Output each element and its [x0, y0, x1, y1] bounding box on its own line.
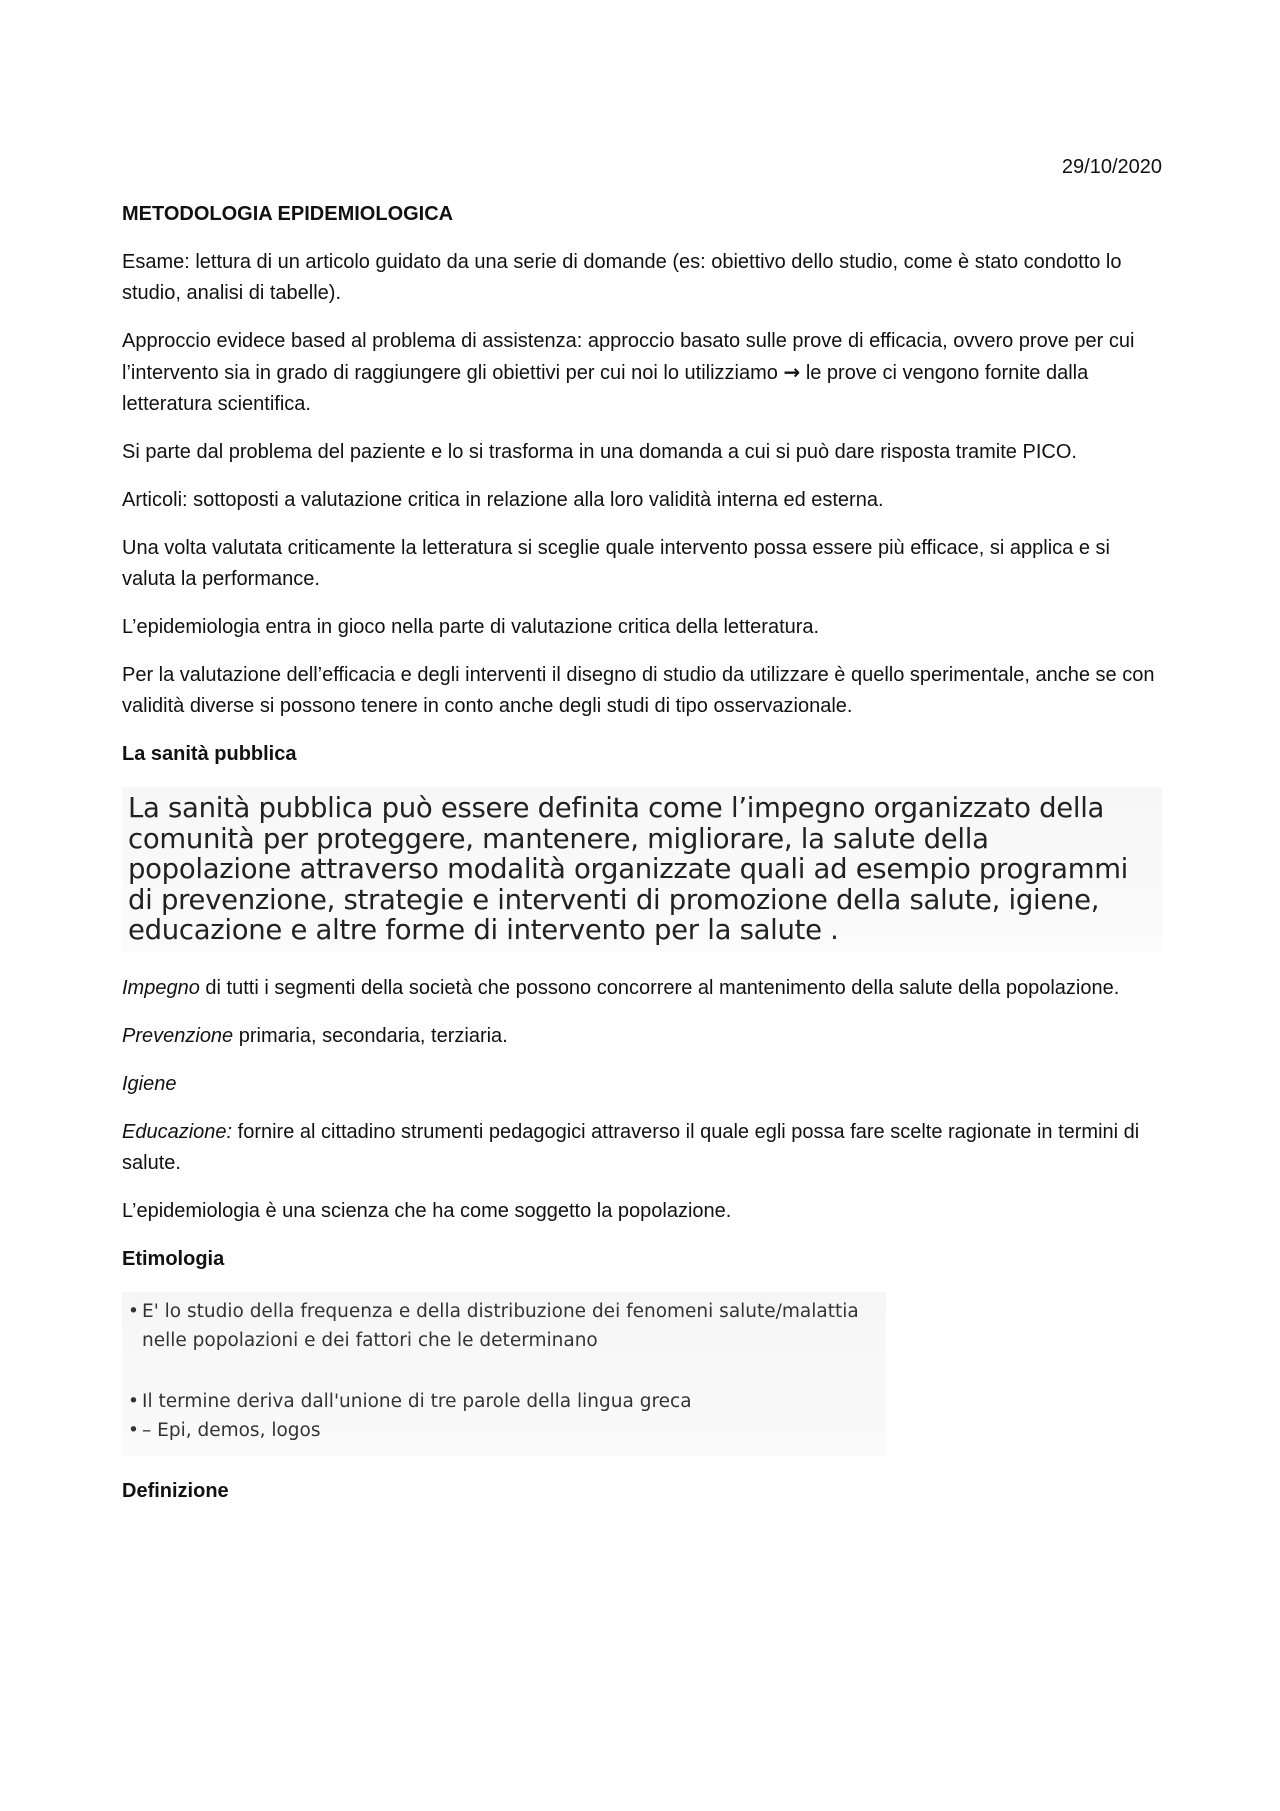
paragraph-impegno — [122, 973, 1162, 1004]
heading-definizione: Definizione — [122, 1480, 229, 1502]
educazione-description: fornire al cittadino strumenti pedagogici attraverso il quale egli possa fare scelte ragionate in termini di salute. — [122, 1121, 1140, 1174]
paragraph-evidence-based — [122, 326, 1162, 420]
sanita-pubblica-definition-text: La sanità pubblica può essere definita come l’impegno organizzato della comunità per proteggere, mantenere, migliorare, la salute della popolazione attraverso modalità organizzate quali ad esempio programmi di prevenzione, strategie e interventi di promozione della salute, igiene, educazione e altre forme di intervento per la salute . — [128, 792, 1129, 946]
bullet-icon: • — [128, 1420, 139, 1441]
prevenzione-description: primaria, secondaria, terziaria. — [233, 1025, 508, 1047]
paragraph-articoli: Articoli: sottoposti a valutazione critica in relazione alla loro validità interna ed esterna. — [122, 489, 884, 511]
paragraph-exam: Esame: lettura di un articolo guidato da una serie di domande (es: obiettivo dello studio, come è stato condotto lo studio, analisi di tabelle). — [122, 251, 1122, 304]
paragraph-valutazione: Una volta valutata criticamente la letteratura si sceglie quale intervento possa essere più efficace, si applica e si valuta la performance. — [122, 537, 1110, 590]
paragraph-evidence-based-text-a: Approccio evidece based al problema di assistenza: approccio basato sulle prove di efficacia, ovvero prove per cui l’intervento sia in grado di raggiungere gli obiettivi per cui noi lo utilizziamo — [122, 330, 1135, 384]
document-date: 29/10/2020 — [1061, 156, 1162, 178]
bullet-icon: • — [128, 1301, 139, 1322]
bullet-icon: • — [128, 1391, 139, 1412]
paragraph-disegno-studio: Per la valutazione dell’efficacia e degli interventi il disegno di studio da utilizzare è quello sperimentale, anche se con validità diverse si possono tenere in conto anche degli studi di tipo osservazionale. — [122, 664, 1155, 717]
right-arrow-icon: → — [783, 360, 801, 384]
etimologia-bullet-text: – Epi, demos, logos — [142, 1420, 321, 1441]
paragraph-educazione — [122, 1117, 1162, 1179]
list-item — [128, 1416, 880, 1445]
term-igiene: Igiene — [122, 1073, 177, 1095]
heading-etimologia: Etimologia — [122, 1248, 225, 1270]
impegno-description: di tutti i segmenti della società che possono concorrere al mantenimento della salute della popolazione. — [199, 977, 1120, 999]
term-impegno: Impegno — [122, 977, 200, 999]
document-title: METODOLOGIA EPIDEMIOLOGICA — [122, 203, 454, 225]
etimologia-image — [122, 1292, 886, 1456]
sanita-pubblica-definition-image — [122, 787, 1162, 951]
list-item — [128, 1297, 880, 1355]
term-prevenzione: Prevenzione — [122, 1025, 234, 1047]
etimologia-bullet-text: E' lo studio della frequenza e della distribuzione dei fenomeni salute/malattia nelle popolazioni e dei fattori che le determinano — [142, 1301, 859, 1351]
paragraph-pico: Si parte dal problema del paziente e lo si trasforma in una domanda a cui si può dare risposta tramite PICO. — [122, 441, 1077, 463]
document-content — [122, 152, 1162, 1524]
paragraph-prevenzione — [122, 1021, 1162, 1052]
heading-sanita-pubblica: La sanità pubblica — [122, 743, 297, 765]
paragraph-igiene — [122, 1069, 1162, 1100]
paragraph-epidemiologia-scienza: L’epidemiologia è una scienza che ha come soggetto la popolazione. — [122, 1200, 732, 1222]
term-educazione: Educazione: — [122, 1121, 233, 1143]
etimologia-bullet-text: Il termine deriva dall'unione di tre parole della lingua greca — [142, 1391, 692, 1412]
list-item — [128, 1387, 880, 1416]
paragraph-epidemiologia-gioco: L’epidemiologia entra in gioco nella parte di valutazione critica della letteratura. — [122, 616, 820, 638]
paragraph-evidence-based-text-b: le prove ci vengono fornite dalla letteratura scientifica. — [122, 362, 1089, 415]
spacer — [128, 1355, 880, 1387]
